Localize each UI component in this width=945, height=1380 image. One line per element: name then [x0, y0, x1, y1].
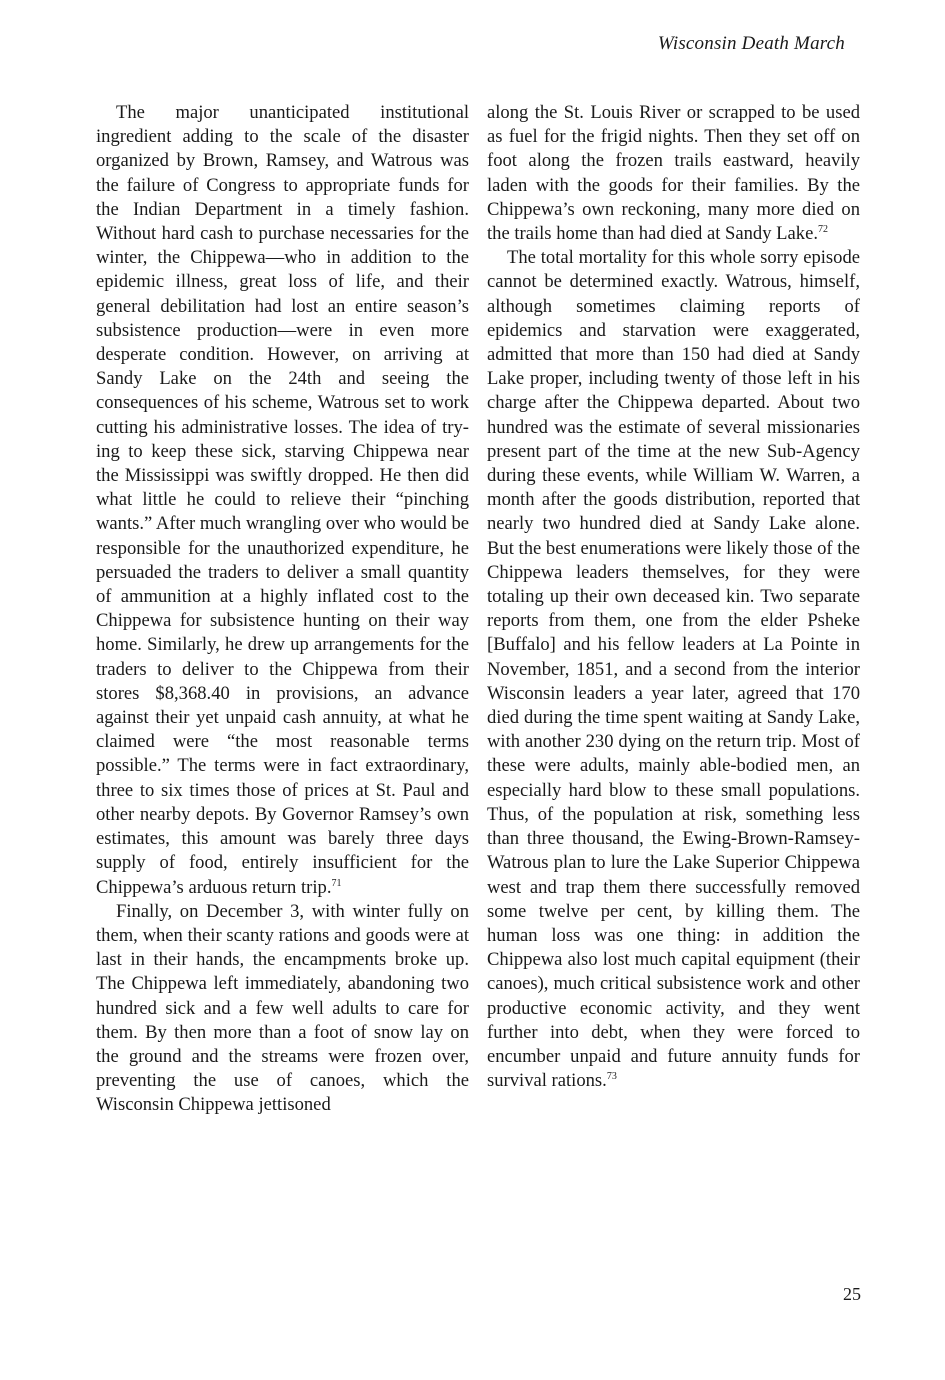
paragraph-text: Finally, on December 3, with winter fully on them, when their scanty rations and goods were at last in their hands, the encampments broke up. The Chippewa left immediately, abandoning two hundred sick and a few well adults to care for them. By then more than a foot of snow lay on the ground and the streams were frozen over, preventing the use of canoes, which the Wisconsin Chippewa jettisoned — [96, 900, 469, 1116]
paragraph-text: along the St. Louis River or scrapped to be used as fuel for the frigid nights. Then they set off on foot along the frozen trails eastward, heavily laden with the goods for their families. By the Chippewa’s own reckoning, many more died on the trails home than had died at Sandy Lake. — [487, 102, 860, 245]
paragraph-text: The major unanticipated institutional ingredient adding to the scale of the disaster organized by Brown, Ramsey, and Watrous was the failure of Congress to appropriate funds for the Indian Department in a timely fashion. Without hard cash to purchase necessaries for the winter, the Chippewa—who in addition to the epidemic illness, great loss of life, and their general debilitation had lost an entire season’s subsistence production—were in even more desperate condition. However, on arriving at Sandy Lake on the 24th and seeing the consequences of his scheme, Watrous set to work cutting his administrative losses. The idea of trying to keep these sick, starving Chippewa near the Mississippi was swiftly dropped. He then did what little he could to relieve their “pinching wants.” After much wrangling over who would be responsible for the unauthorized expenditure, he persuaded the traders to deliver a small quantity of ammunition at a highly inflated cost to the Chippewa for subsistence hunting on their way home. Similarly, he drew up arrangements for the traders to deliver to the Chippewa from their stores $8,368.40 in provisions, an advance against their yet unpaid cash annuity, at what he claimed were “the most reasonable terms possible.” The terms were in fact extraordinary, three to six times those of prices at St. Paul and other nearby depots. By Governor Ramsey’s own estimates, this amount was barely three days supply of food, entirely insufficient for the Chippewa’s arduous return trip. — [96, 102, 469, 898]
footnote-ref: 73 — [606, 1070, 617, 1082]
paragraph — [96, 900, 469, 1118]
paragraph — [96, 101, 469, 900]
left-column — [96, 101, 469, 1118]
footnote-ref: 72 — [817, 223, 828, 235]
paragraph — [487, 101, 860, 246]
paragraph — [487, 246, 860, 1093]
footnote-ref: 71 — [331, 877, 342, 889]
running-title: Wisconsin Death March — [657, 33, 845, 54]
right-column — [487, 101, 860, 1093]
paragraph-text: The total mortality for this whole sorry episode cannot be determined exactly. Watrous, himself, although sometimes claiming reports of epidemics and starvation were exaggerated, admitted that more than 150 had died at Sandy Lake proper, including twenty of those left in his charge after the Chippewa departed. About two hundred was the estimate of several missionaries present part of the time at the new Sub-Agency during these events, while William W. Warren, a month after the goods distribution, reported that nearly two hundred died at Sandy Lake alone. But the best enumerations were likely those of the Chippewa leaders themselves, for they were totaling up their own deceased kin. Two separate reports from them, one from the elder Psheke [Buffalo] and his fellow leaders at La Pointe in November, 1851, and a second from the interior Wisconsin leaders a year later, agreed that 170 died during the time spent waiting at Sandy Lake, with another 230 dying on the return trip. Most of these were adults, mainly able-bodied men, an especially hard blow to these small populations. Thus, of the population at risk, something less than three thousand, the Ewing-Brown-Ramsey-Watrous plan to lure the Lake Superior Chippewa west and trap them there successfully removed some twelve per cent, by killing them. The human loss was one thing: in addition the Chippewa also lost much capital equipment (their canoes), much critical subsistence work and other productive economic activity, and they went further into debt, when they were forced to encumber unpaid and future annuity funds for survival rations. — [487, 247, 860, 1092]
page-number: 25 — [843, 1284, 861, 1304]
